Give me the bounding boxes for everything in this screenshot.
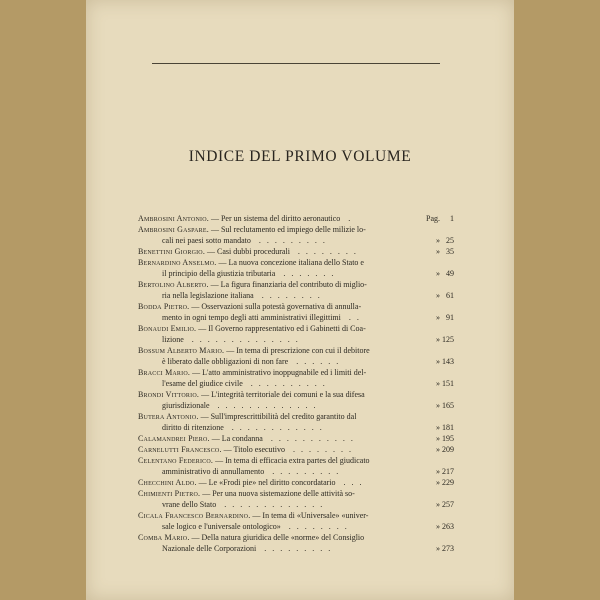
- toc-entry-line: [138, 433, 454, 444]
- page-number: 143: [442, 357, 454, 366]
- toc-entry: [138, 224, 454, 246]
- toc-entry: [138, 246, 454, 257]
- toc-entry-line: [138, 301, 454, 312]
- toc-title-text: — La condanna: [211, 434, 263, 443]
- toc-entry-line: [138, 389, 454, 400]
- toc-title-text: sale logico e l'universale ontologico»: [162, 522, 281, 531]
- leader-dots: . .: [344, 313, 361, 322]
- toc-entry-line: [138, 499, 454, 510]
- toc-entry-line: [138, 422, 454, 433]
- toc-entry: [138, 510, 454, 532]
- toc-entry-line: [138, 488, 454, 499]
- page-number: 49: [446, 269, 454, 278]
- page-label: »: [436, 335, 440, 344]
- toc-title-text: mento in ogni tempo degli atti amministrativi illegittimi: [162, 313, 341, 322]
- toc-entry: [138, 345, 454, 367]
- toc-entry-line: [138, 356, 454, 367]
- toc-entry-line: [138, 334, 454, 345]
- toc-entry-line: [138, 455, 454, 466]
- toc-title-text: — Le «Frodi pie» nel diritto concordatario: [198, 478, 336, 487]
- toc-author: Ambrosini Gaspare.: [138, 225, 209, 234]
- leader-dots: . . . . . . . .: [293, 247, 358, 256]
- toc-entry: [138, 279, 454, 301]
- book-page: [86, 0, 514, 600]
- page-number: 35: [446, 247, 454, 256]
- toc-author: Bracci Mario.: [138, 368, 191, 377]
- leader-dots: .: [344, 214, 353, 223]
- toc-entry-line: [138, 235, 454, 246]
- toc-author: Celentano Federico.: [138, 456, 214, 465]
- table-of-contents: [138, 213, 454, 554]
- page-label: »: [436, 522, 440, 531]
- toc-author: Bossum Alberto Mario.: [138, 346, 225, 355]
- page-label: »: [436, 445, 440, 454]
- toc-entry: [138, 213, 454, 224]
- toc-author: Brondi Vittorio.: [138, 390, 200, 399]
- toc-entry-line: [138, 323, 454, 334]
- toc-title-text: — Il Governo rappresentativo ed i Gabinetti di Coa-: [198, 324, 366, 333]
- header-rule: [152, 63, 440, 64]
- toc-title-text: — Titolo esecutivo: [223, 445, 285, 454]
- toc-title-text: — Sull'imprescrittibilità del credito garantito dal: [200, 412, 357, 421]
- page-label: »: [436, 247, 440, 256]
- toc-entry-line: [138, 477, 454, 488]
- page-number: 217: [442, 467, 454, 476]
- toc-entry: [138, 444, 454, 455]
- leader-dots: . . . . . . . . . . . . .: [220, 500, 325, 509]
- page-number: 229: [442, 478, 454, 487]
- page-label: »: [436, 500, 440, 509]
- toc-entry: [138, 389, 454, 411]
- toc-title-text: è liberato dalle obbligazioni di non fare: [162, 357, 289, 366]
- toc-author: Ambrosini Antonio.: [138, 214, 209, 223]
- toc-title-text: l'esame del giudice civile: [162, 379, 243, 388]
- page-number: 195: [442, 434, 454, 443]
- leader-dots: . . . . . . . .: [289, 445, 353, 454]
- toc-title-text: Nazionale delle Corporazioni: [162, 544, 257, 553]
- toc-author: Butera Antonio.: [138, 412, 199, 421]
- toc-author: Bertolino Alberto.: [138, 280, 209, 289]
- toc-entry-line: [138, 521, 454, 532]
- page-number: 209: [442, 445, 454, 454]
- toc-title-text: il principio della giustizia tributaria: [162, 269, 276, 278]
- page-number: 151: [442, 379, 454, 388]
- toc-author: Cicala Francesco Bernardino.: [138, 511, 251, 520]
- leader-dots: . . . . . . . . . . . .: [227, 423, 324, 432]
- toc-title-text: cali nei paesi sotto mandato: [162, 236, 251, 245]
- page-number: 125: [442, 335, 454, 344]
- page-label: »: [436, 236, 440, 245]
- toc-entry-line: [138, 312, 454, 323]
- toc-title-text: — Della natura giuridica delle «norme» del Consiglio: [191, 533, 365, 542]
- toc-entry-line: [138, 279, 454, 290]
- toc-title-text: vrane dello Stato: [162, 500, 217, 509]
- page-number: 25: [446, 236, 454, 245]
- page-number: 91: [446, 313, 454, 322]
- toc-title-text: ria nella legislazione italiana: [162, 291, 254, 300]
- toc-author: Carnelutti Francesco.: [138, 445, 222, 454]
- page-label: Pag.: [426, 214, 440, 223]
- toc-title-text: — In tema di «Universale» «univer-: [252, 511, 369, 520]
- page-label: »: [436, 401, 440, 410]
- toc-entry: [138, 532, 454, 554]
- toc-entry: [138, 477, 454, 488]
- toc-entry-line: [138, 411, 454, 422]
- toc-title-text: — Per una nuova sistemazione delle attività so-: [202, 489, 355, 498]
- page-label: »: [436, 467, 440, 476]
- page-label: »: [436, 313, 440, 322]
- page-number: 165: [442, 401, 454, 410]
- page-number: 1: [450, 214, 454, 223]
- toc-entry-line: [138, 224, 454, 235]
- toc-author: Bodda Pietro.: [138, 302, 190, 311]
- page-label: »: [436, 357, 440, 366]
- page-number: 181: [442, 423, 454, 432]
- toc-entry: [138, 367, 454, 389]
- page-label: »: [436, 478, 440, 487]
- toc-entry-line: [138, 466, 454, 477]
- leader-dots: . . . . . . . . .: [254, 236, 327, 245]
- toc-title-text: — In tema di prescrizione con cui il debitore: [226, 346, 370, 355]
- toc-entry: [138, 488, 454, 510]
- page-number: 61: [446, 291, 454, 300]
- toc-author: Bernardino Anselmo.: [138, 258, 217, 267]
- toc-entry: [138, 323, 454, 345]
- toc-author: Calamandrei Piero.: [138, 434, 210, 443]
- toc-author: Benettini Giorgio.: [138, 247, 206, 256]
- toc-title-text: — Sul reclutamento ed impiego delle milizie lo-: [210, 225, 366, 234]
- page-number: 263: [442, 522, 454, 531]
- leader-dots: . . . . . . . . . . .: [266, 434, 355, 443]
- page-label: »: [436, 544, 440, 553]
- toc-title-text: — Per un sistema del diritto aeronautico: [210, 214, 341, 223]
- leader-dots: . . . . . . . . .: [260, 544, 333, 553]
- toc-entry-line: [138, 543, 454, 554]
- page-title: INDICE DEL PRIMO VOLUME: [188, 148, 412, 165]
- page-label: »: [436, 423, 440, 432]
- toc-title-text: diritto di ritenzione: [162, 423, 224, 432]
- toc-author: Comba Mario.: [138, 533, 190, 542]
- toc-entry-line: [138, 444, 454, 455]
- toc-entry-line: [138, 400, 454, 411]
- toc-author: Bonaudi Emilio.: [138, 324, 197, 333]
- toc-entry: [138, 301, 454, 323]
- toc-entry-line: [138, 345, 454, 356]
- toc-entry-line: [138, 367, 454, 378]
- toc-entry-line: [138, 257, 454, 268]
- toc-title-text: giurisdizionale: [162, 401, 210, 410]
- toc-author: Checchini Aldo.: [138, 478, 197, 487]
- leader-dots: . . . . . .: [292, 357, 341, 366]
- leader-dots: . . . . . . . . . . . . .: [213, 401, 318, 410]
- page-label: »: [436, 434, 440, 443]
- toc-title-text: lizione: [162, 335, 184, 344]
- leader-dots: . . . . . . . . .: [268, 467, 341, 476]
- toc-title-text: — Casi dubbi procedurali: [207, 247, 290, 256]
- leader-dots: . . . . . . . . . .: [246, 379, 327, 388]
- toc-entry-line: [138, 510, 454, 521]
- page-number: 257: [442, 500, 454, 509]
- toc-entry: [138, 433, 454, 444]
- leader-dots: . . . . . . . .: [257, 291, 322, 300]
- leader-dots: . . . . . . . . . . . . . .: [187, 335, 300, 344]
- toc-author: Chimienti Pietro.: [138, 489, 201, 498]
- toc-entry: [138, 455, 454, 477]
- toc-title-text: amministrativo di annullamento: [162, 467, 265, 476]
- leader-dots: . . . . . . . .: [284, 522, 349, 531]
- toc-title-text: — Osservazioni sulla potestà governativa di annulla-: [191, 302, 362, 311]
- page-number: 273: [442, 544, 454, 553]
- toc-title-text: — In tema di efficacia extra partes del giudicato: [215, 456, 370, 465]
- leader-dots: . . .: [339, 478, 364, 487]
- toc-entry-line: [138, 246, 454, 257]
- toc-title-text: — La nuova concezione italiana dello Stato e: [218, 258, 364, 267]
- toc-title-text: — La figura finanziaria del contributo di miglio-: [210, 280, 367, 289]
- toc-entry: [138, 411, 454, 433]
- toc-entry: [138, 257, 454, 279]
- page-label: »: [436, 291, 440, 300]
- toc-entry-line: [138, 268, 454, 279]
- leader-dots: . . . . . . .: [279, 269, 336, 278]
- toc-entry-line: [138, 532, 454, 543]
- toc-entry-line: [138, 290, 454, 301]
- toc-title-text: — L'integrità territoriale dei comuni e la sua difesa: [201, 390, 365, 399]
- toc-entry-line: [138, 378, 454, 389]
- page-label: »: [436, 269, 440, 278]
- page-label: »: [436, 379, 440, 388]
- toc-title-text: — L'atto amministrativo inoppugnabile ed i limiti del-: [192, 368, 367, 377]
- toc-entry-line: [138, 213, 454, 224]
